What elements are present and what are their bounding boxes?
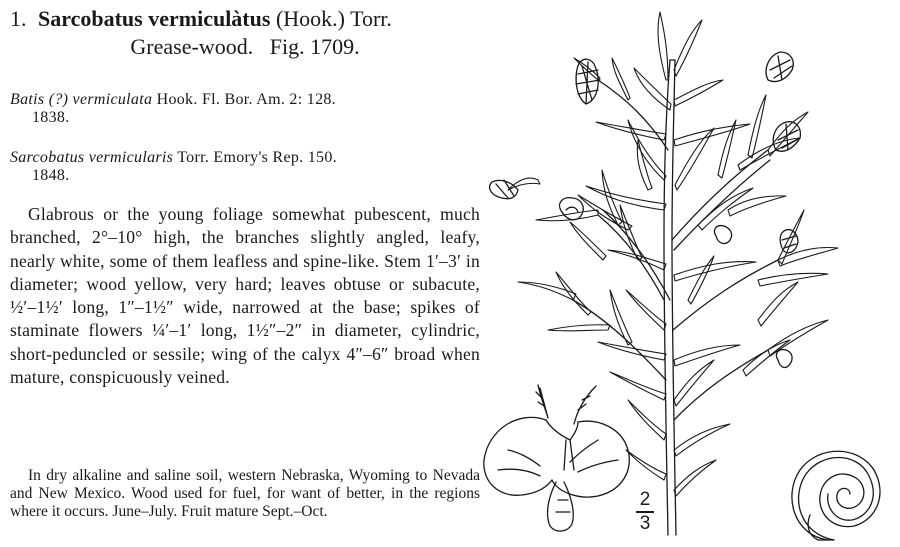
common-name-line <box>10 34 480 60</box>
scale-numerator: 2 <box>639 489 651 510</box>
synonym-citation: Hook. Fl. Bor. Am. 2: 128. <box>156 91 336 108</box>
synonym-2 <box>10 149 480 185</box>
figure-reference: Fig. 1709. <box>269 34 360 59</box>
species-title-line <box>10 6 480 32</box>
synonym-citation: Torr. Emory's Rep. 150. <box>177 149 337 166</box>
synonym-name: Sarcobatus vermicularis <box>10 149 174 166</box>
pistillate-flowers <box>560 198 792 368</box>
spike <box>780 230 798 253</box>
species-description: Glabrous or the young foliage somewhat pubescent, much branched, 2°–10° high, the branches slightly angled, leafy, nearly white, some of them leafless and spine-like. Stem 1′–3′ in diameter; wood yellow, very hard; leaves obtuse or subacute, ½′–1½′ long, 1″–1½″ wide, narrowed at the base; spikes of staminate flowers ¼′–1′ long, 1½″–2″ in diameter, cylindric, short-peduncled or sessile; wing of the calyx 4″–6″ broad when mature, conspicuously veined. <box>10 204 480 388</box>
spike <box>766 52 793 82</box>
common-name: Grease-wood. <box>130 34 254 59</box>
coiled-embryo <box>792 451 880 540</box>
scientific-name: Sarcobatus vermiculàtus <box>38 6 271 31</box>
leaves <box>508 12 838 496</box>
winged-fruit <box>484 385 629 531</box>
main-stem <box>573 60 778 535</box>
species-heading <box>10 6 480 60</box>
species-number: 1. <box>10 6 27 31</box>
scale-denominator: 3 <box>639 513 651 534</box>
authority: (Hook.) Torr. <box>275 6 392 31</box>
habitat-note: In dry alkaline and saline soil, western Nebraska, Wyoming to Nevada and New Mexico. Wood used for fuel, for want of better, in the regions where it occurs. June–July. Fruit mature Sept.–Oct. <box>10 467 480 521</box>
synonym-1 <box>10 91 480 127</box>
plant-illustration <box>478 0 900 547</box>
synonym-year: 1848. <box>32 167 70 184</box>
scale-fraction <box>633 490 657 534</box>
spike <box>490 180 518 199</box>
synonym-year: 1838. <box>32 109 70 126</box>
synonym-name: Batis (?) vermiculata <box>10 91 153 108</box>
spike <box>576 59 600 104</box>
